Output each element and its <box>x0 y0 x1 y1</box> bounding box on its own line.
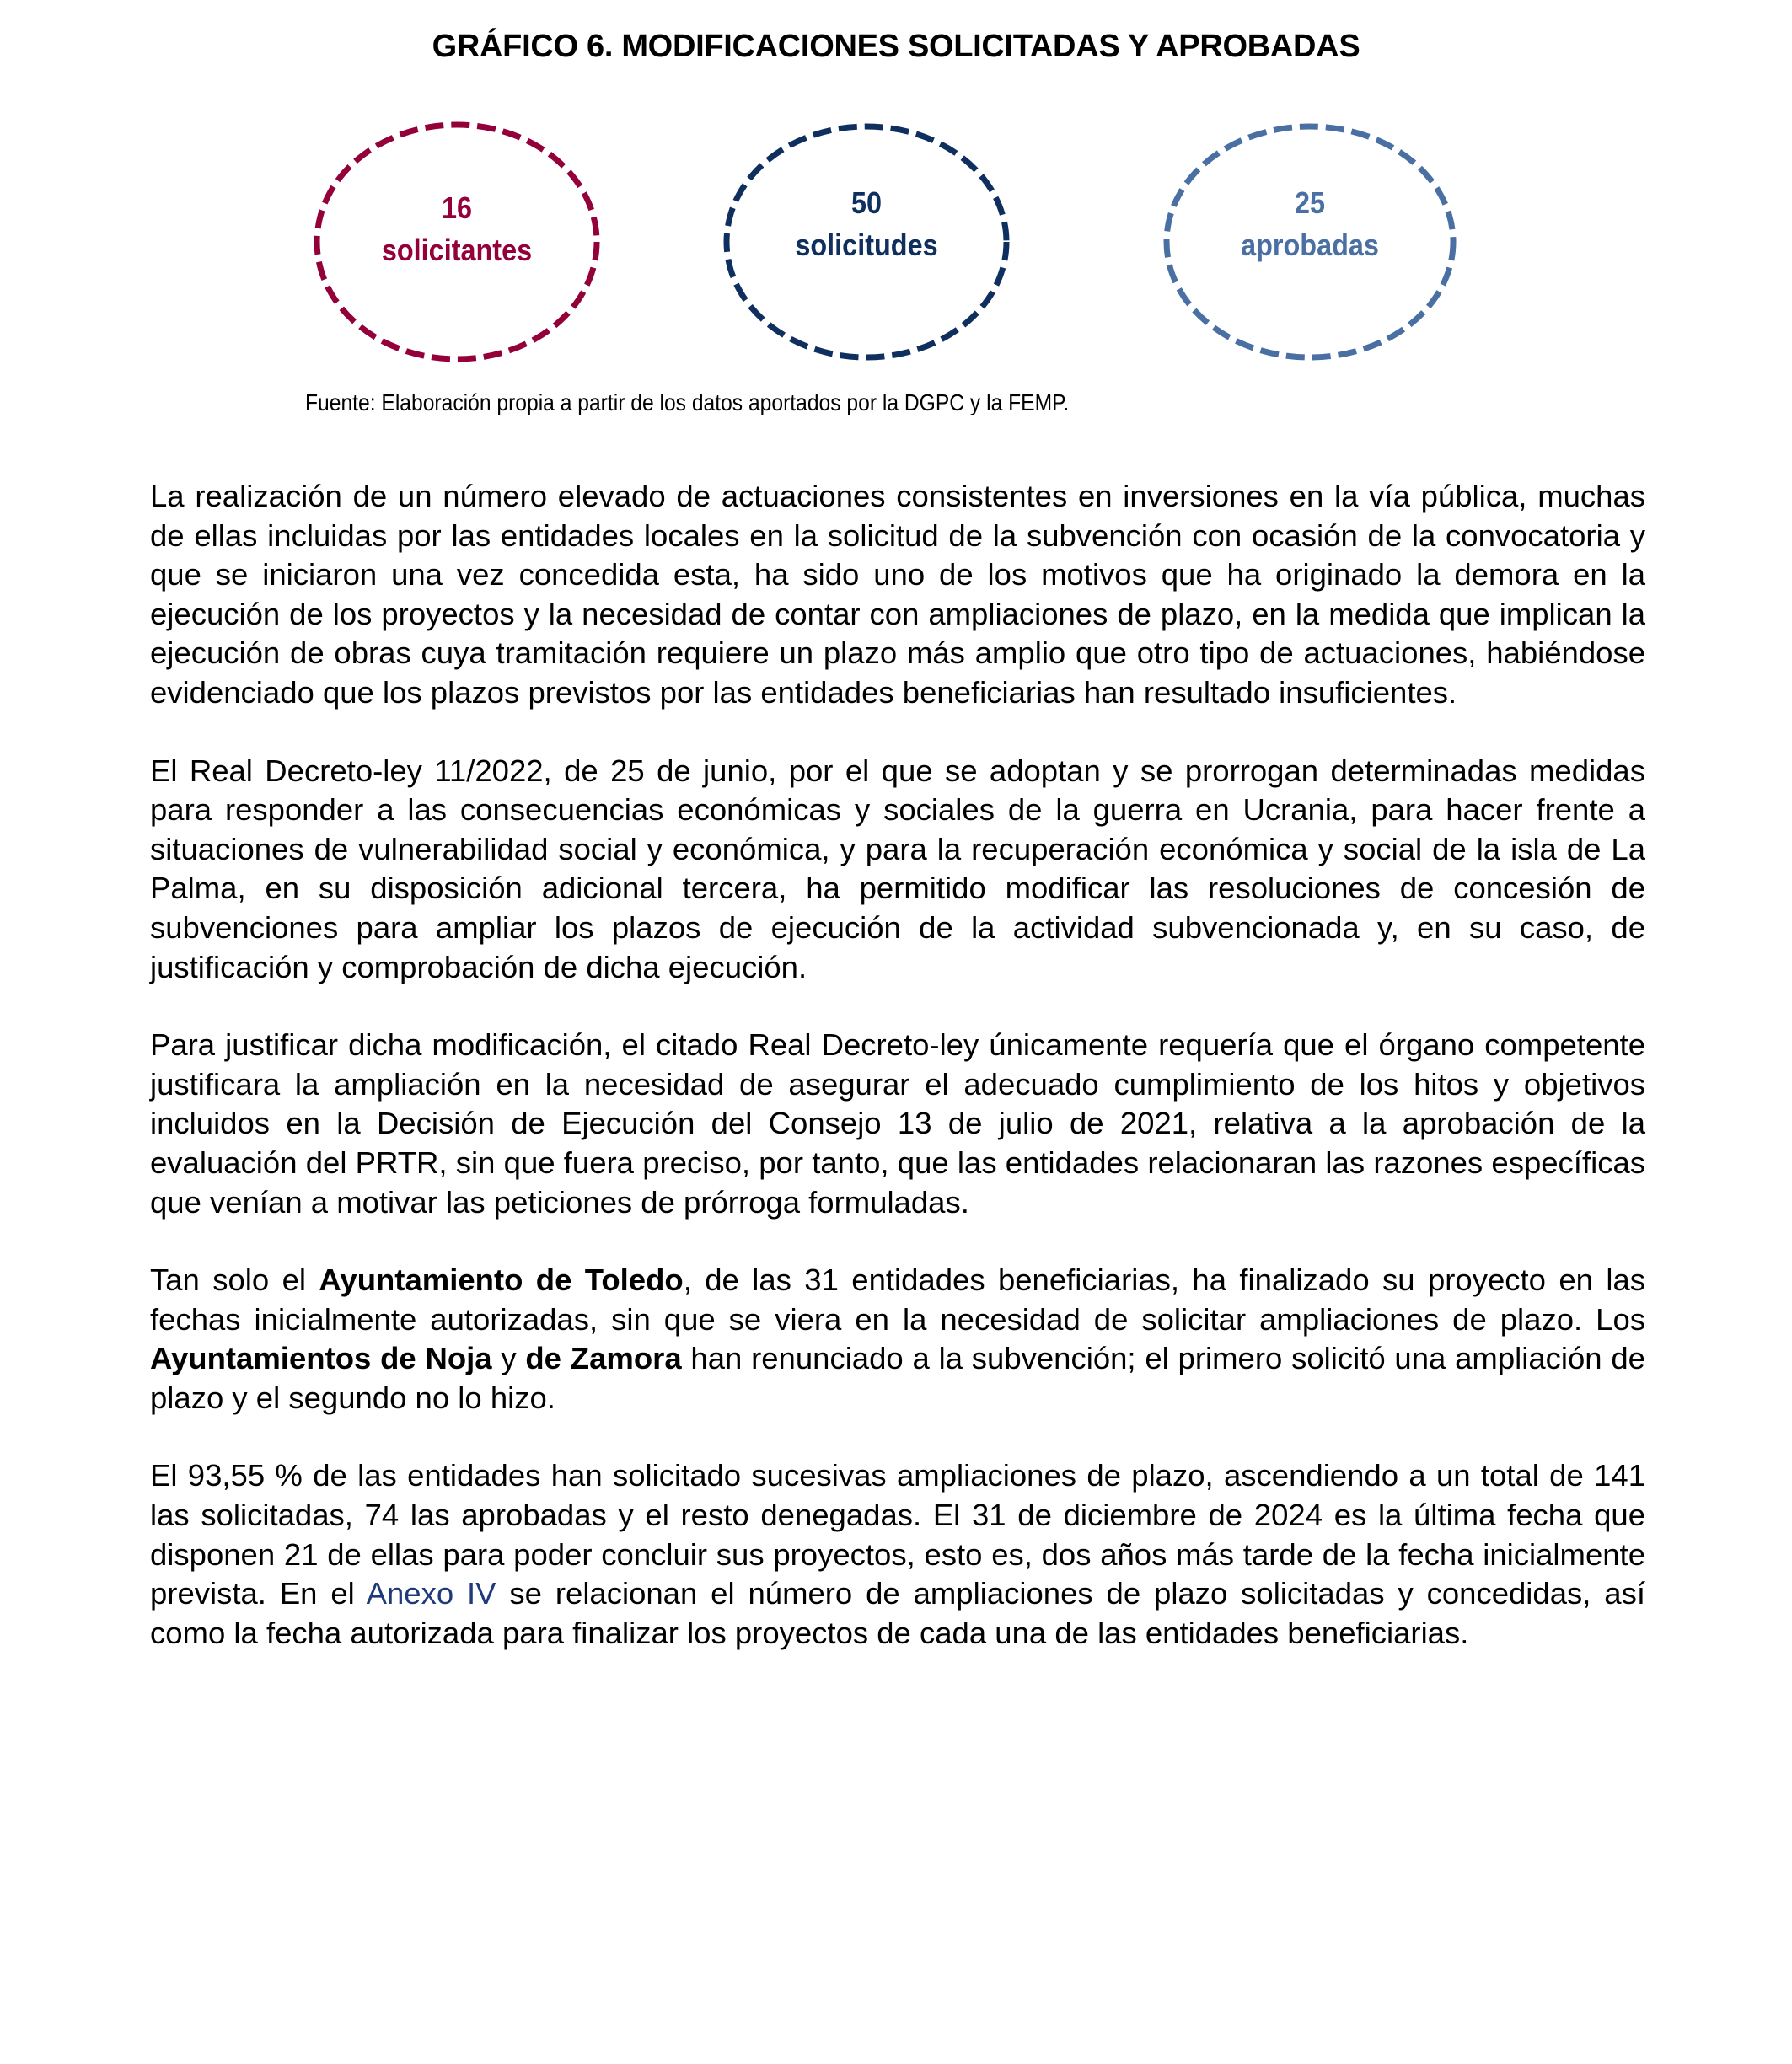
text: , de las 31 entidades beneficiarias, ha finalizado su proyecto en las fechas inicialmente autorizadas, sin que se viera en la necesidad de solicitar ampliaciones de plazo. Los <box>150 1263 1645 1337</box>
stat-label: solicitudes <box>795 228 938 262</box>
text: Tan solo el <box>150 1263 319 1298</box>
anexo-iv-link[interactable]: Anexo IV <box>366 1576 496 1611</box>
stat-value: 50 <box>850 185 883 220</box>
stat-label: aprobadas <box>1241 228 1379 262</box>
text: se relacionan el número de ampliaciones de plazo solicitadas y concedidas, así como la fecha autorizada para finalizar los proyectos de cada una de las entidades beneficiarias. <box>150 1576 1645 1650</box>
stat-circle-solicitudes <box>723 121 1010 362</box>
chart-title: GRÁFICO 6. MODIFICACIONES SOLICITADAS Y APROBADAS <box>432 29 1360 64</box>
text: han renunciado a la subvención; el primero solicitó una ampliación de plazo y el segundo no lo hizo. <box>150 1341 1645 1415</box>
stat-value: 16 <box>441 190 473 225</box>
chart-source-note: Fuente: Elaboración propia a partir de los datos aportados por la DGPC y la FEMP. <box>305 389 1070 415</box>
paragraph-3: Para justificar dicha modificación, el citado Real Decreto-ley únicamente requería que el órgano competente justificara la ampliación en la necesidad de asegurar el adecuado cumplimiento de los hitos y objetivos incluidos en la Decisión de Ejecución del Consejo 13 de julio de 2021, relativa a la aprobación de la evaluación del PRTR, sin que fuera preciso, por tanto, que las entidades relacionaran las razones específicas que venían a motivar las peticiones de prórroga formuladas. <box>150 1027 1645 1220</box>
bold-entity-zamora: de Zamora <box>525 1341 682 1376</box>
paragraph-2: El Real Decreto-ley 11/2022, de 25 de junio, por el que se adoptan y se prorrogan determinadas medidas para responder a las consecuencias económicas y sociales de la guerra en Ucrania, para hacer frente a situaciones de vulnerabilidad social y económica, y para la recuperación económica y social de la isla de La Palma, en su disposición adicional tercera, ha permitido modificar las resoluciones de concesión de subvenciones para ampliar los plazos de ejecución de la actividad subvencionada y, en su caso, de justificación y comprobación de dicha ejecución. <box>150 753 1645 984</box>
stat-value: 25 <box>1294 185 1326 220</box>
text: El 93,55 % de las entidades han solicitado sucesivas ampliaciones de plazo, ascendiendo a un total de 141 las solicitadas, 74 las aprobadas y el resto denegadas. El 31 de diciembre de 2024 es la última fecha que disponen 21 de ellas para poder concluir sus proyectos, esto es, dos años más tarde de la fecha inicialmente prevista. En el <box>150 1458 1645 1611</box>
stat-label: solicitantes <box>381 233 533 267</box>
paragraph-5 <box>150 1456 1645 1653</box>
document-body <box>150 477 1645 1691</box>
bold-entity-noja: Ayuntamientos de Noja <box>150 1341 492 1376</box>
stat-circle-aprobadas <box>1163 121 1457 362</box>
paragraph-4 <box>150 1261 1645 1418</box>
text: y <box>491 1341 526 1376</box>
paragraph-1: La realización de un número elevado de actuaciones consistentes en inversiones en la vía pública, muchas de ellas incluidas por las entidades locales en la solicitud de la subvención con ocasión de la convocatoria y que se iniciaron una vez concedida esta, ha sido uno de los motivos que ha originado la demora en la ejecución de los proyectos y la necesidad de contar con ampliaciones de plazo, en la medida que implican la ejecución de obras cuya tramitación requiere un plazo más amplio que otro tipo de actuaciones, habiéndose evidenciado que los plazos previstos por las entidades beneficiarias han resultado insuficientes. <box>150 479 1645 710</box>
bold-entity-toledo: Ayuntamiento de Toledo <box>319 1263 684 1298</box>
stat-circle-solicitantes <box>314 121 600 362</box>
